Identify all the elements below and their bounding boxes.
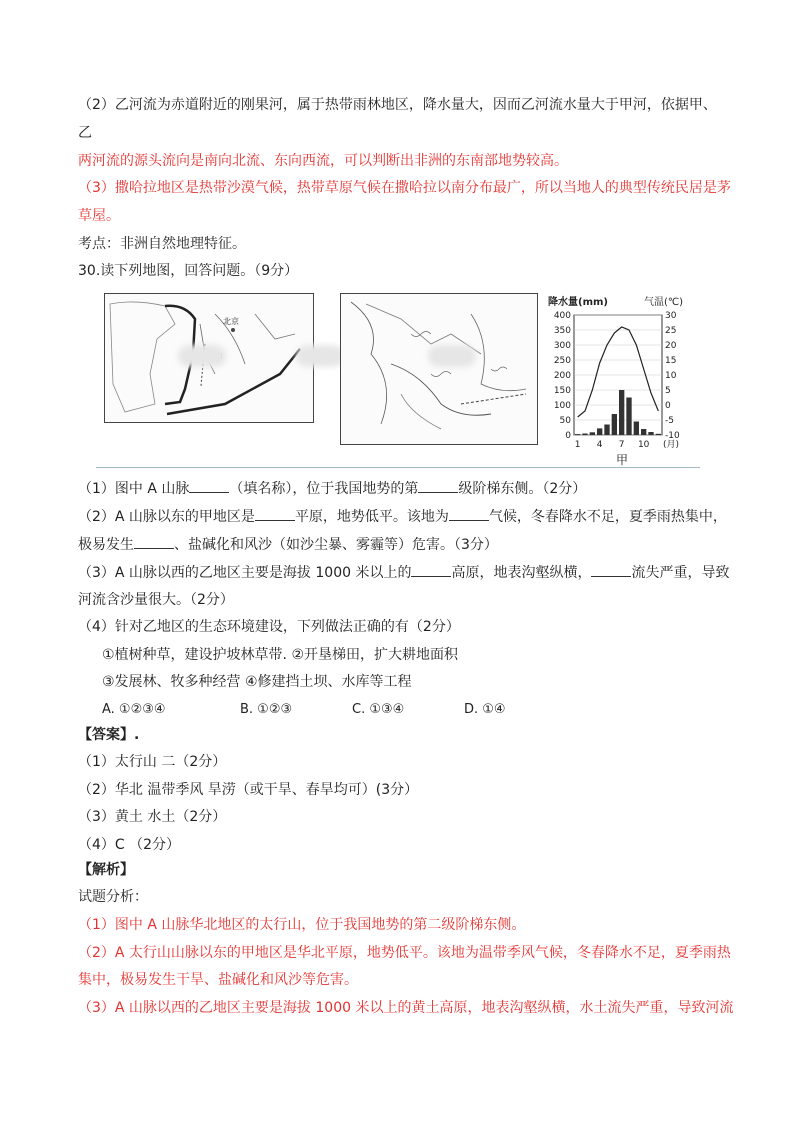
q2-text: 、盐碱化和风沙（如沙尘暴、雾霾等）危害。（3分）	[174, 537, 498, 553]
precip-bar	[656, 434, 661, 435]
q1-text: （1）图中 A 山脉	[78, 481, 190, 497]
y2-tick-label: 0	[665, 401, 671, 411]
answer-blank	[591, 562, 631, 577]
precip-bar	[648, 432, 653, 435]
q3-text: （3）A 山脉以西的乙地区主要是海拔 1000 米以上的	[78, 565, 412, 581]
analysis-line: 集中，极易发生干旱、盐碱化和风沙等危害。	[78, 972, 358, 988]
y2-tick-label: 30	[665, 311, 677, 321]
answer-header: 【答案】.	[78, 727, 140, 743]
question-2-cont	[78, 534, 498, 555]
figure-maps	[96, 283, 700, 469]
text-line-red: 两河流的源头流向是南向北流、东向西流，可以判断出非洲的东南部地势较高。	[78, 153, 568, 169]
y2-tick-label: -10	[665, 431, 680, 441]
question-heading: 30.读下列地图，回答问题。（9分）	[78, 263, 299, 279]
answer-blank	[134, 534, 174, 549]
answer-blank	[449, 506, 489, 521]
temperature-line	[578, 327, 659, 417]
climate-chart-svg	[544, 287, 700, 467]
precip-bar	[641, 429, 646, 435]
y-tick-label: 150	[553, 386, 571, 396]
answer-line: （2）华北 温带季风 旱涝（或干旱、春旱均可）(3分）	[78, 782, 419, 798]
analysis-subheader: 试题分析：	[78, 889, 148, 905]
answer-line: （3）黄土 水土（2分）	[78, 809, 227, 825]
precip-bar	[582, 434, 587, 436]
choice-a: A. ①②③④	[102, 702, 166, 717]
q2-text: 极易发生	[78, 537, 134, 553]
precip-bar	[626, 398, 631, 436]
x-unit-label: (月)	[663, 440, 680, 450]
q1-text: （填名称），位于我国地势的第	[229, 481, 419, 497]
answer-line: （1）太行山 二（2分）	[78, 754, 227, 770]
analysis-line: （3）A 山脉以西的乙地区主要是海拔 1000 米以上的黄土高原，地表沟壑纵横，水土流失严重，导致河流	[78, 1000, 734, 1016]
analysis-header: 【解析】	[78, 862, 134, 878]
y-tick-label: 300	[553, 341, 571, 351]
choice-b: B. ①②③	[240, 702, 293, 717]
precip-bar	[619, 390, 624, 435]
blurred-label	[296, 345, 344, 367]
climate-chart	[544, 287, 700, 467]
x-tick-label: 10	[637, 440, 650, 450]
blurred-label	[428, 345, 476, 367]
x-tick-label: 7	[618, 440, 625, 450]
precip-bar	[634, 422, 639, 436]
q3-text: 流失严重，导致	[631, 565, 730, 581]
precip-bar	[612, 414, 617, 435]
x-tick-label: 1	[574, 440, 581, 450]
chart-caption: 甲	[616, 453, 629, 467]
y2-tick-label: 20	[665, 341, 677, 351]
x-tick-label: 4	[596, 440, 603, 450]
q2-text: 气候，冬春降水不足，夏季雨热集中，	[488, 509, 727, 525]
precip-bar	[575, 434, 580, 435]
y2-tick-label: -5	[665, 416, 674, 426]
question-3	[78, 562, 729, 583]
question-3-cont: 河流含沙量很大。（2分）	[78, 592, 234, 608]
precip-bar	[597, 428, 602, 435]
q3-text: 高原，地表沟壑纵横，	[451, 565, 592, 581]
y2-tick-label: 5	[665, 386, 671, 396]
question-4-options: ③发展林、牧多种经营 ④修建挡土坝、水库等工程	[102, 674, 412, 690]
text-line-red: 草屋。	[78, 208, 120, 224]
answer-line: （4）C （2分）	[78, 837, 181, 853]
analysis-line: （2）A 太行山山脉以东的甲地区是华北平原，地势低平。该地为温带季风气候，冬春降水不足，夏季雨热	[78, 945, 731, 961]
blurred-label	[178, 345, 226, 367]
y-tick-label: 400	[553, 311, 571, 321]
y2-tick-label: 10	[665, 371, 677, 381]
y-tick-label: 0	[565, 431, 571, 441]
analysis-line: （1）图中 A 山脉华北地区的太行山，位于我国地势的第二级阶梯东侧。	[78, 917, 526, 933]
answer-blank	[255, 506, 295, 521]
choice-c: C. ①③④	[352, 702, 405, 717]
y2-tick-label: 15	[665, 356, 677, 366]
label-beijing: 北京	[223, 317, 239, 326]
q2-text: 平原，地势低平。该地为	[294, 509, 449, 525]
y-tick-label: 50	[559, 416, 571, 426]
question-1	[78, 478, 586, 499]
y-tick-label: 200	[553, 371, 571, 381]
q2-text: （2）A 山脉以东的甲地区是	[78, 509, 255, 525]
text-line: （2）乙河流为赤道附近的刚果河，属于热带雨林地区，降水量大，因而乙河流水量大于甲河，依据甲、	[78, 97, 717, 113]
map-loess-svg	[341, 294, 537, 444]
map-loess-plateau	[340, 293, 538, 445]
figure-underline	[96, 467, 700, 468]
question-2	[78, 506, 727, 527]
question-4: （4）针对乙地区的生态环境建设，下列做法正确的有（2分）	[78, 619, 460, 635]
text-line: 考点：非洲自然地理特征。	[78, 236, 246, 252]
y-tick-label: 100	[553, 401, 571, 411]
y2-tick-label: 25	[665, 326, 677, 336]
text-line: 乙	[78, 125, 92, 141]
y-tick-label: 350	[553, 326, 571, 336]
answer-blank	[411, 562, 451, 577]
question-4-options: ①植树种草，建设护坡林草带. ②开垦梯田，扩大耕地面积	[102, 647, 459, 663]
choice-d: D. ①④	[464, 702, 506, 717]
answer-blank	[189, 478, 229, 493]
q1-text: 级阶梯东侧。（2分）	[458, 481, 587, 497]
text-line-red: （3）撒哈拉地区是热带沙漠气候，热带草原气候在撒哈拉以南分布最广，所以当地人的典型传统民居是茅	[78, 180, 731, 196]
answer-blank	[418, 478, 458, 493]
precip-axis-label: 降水量(mm)	[548, 297, 608, 308]
precip-bar	[590, 432, 595, 435]
precip-bar	[604, 425, 609, 436]
temp-axis-label: 气温(℃)	[644, 297, 684, 308]
y-tick-label: 250	[553, 356, 571, 366]
